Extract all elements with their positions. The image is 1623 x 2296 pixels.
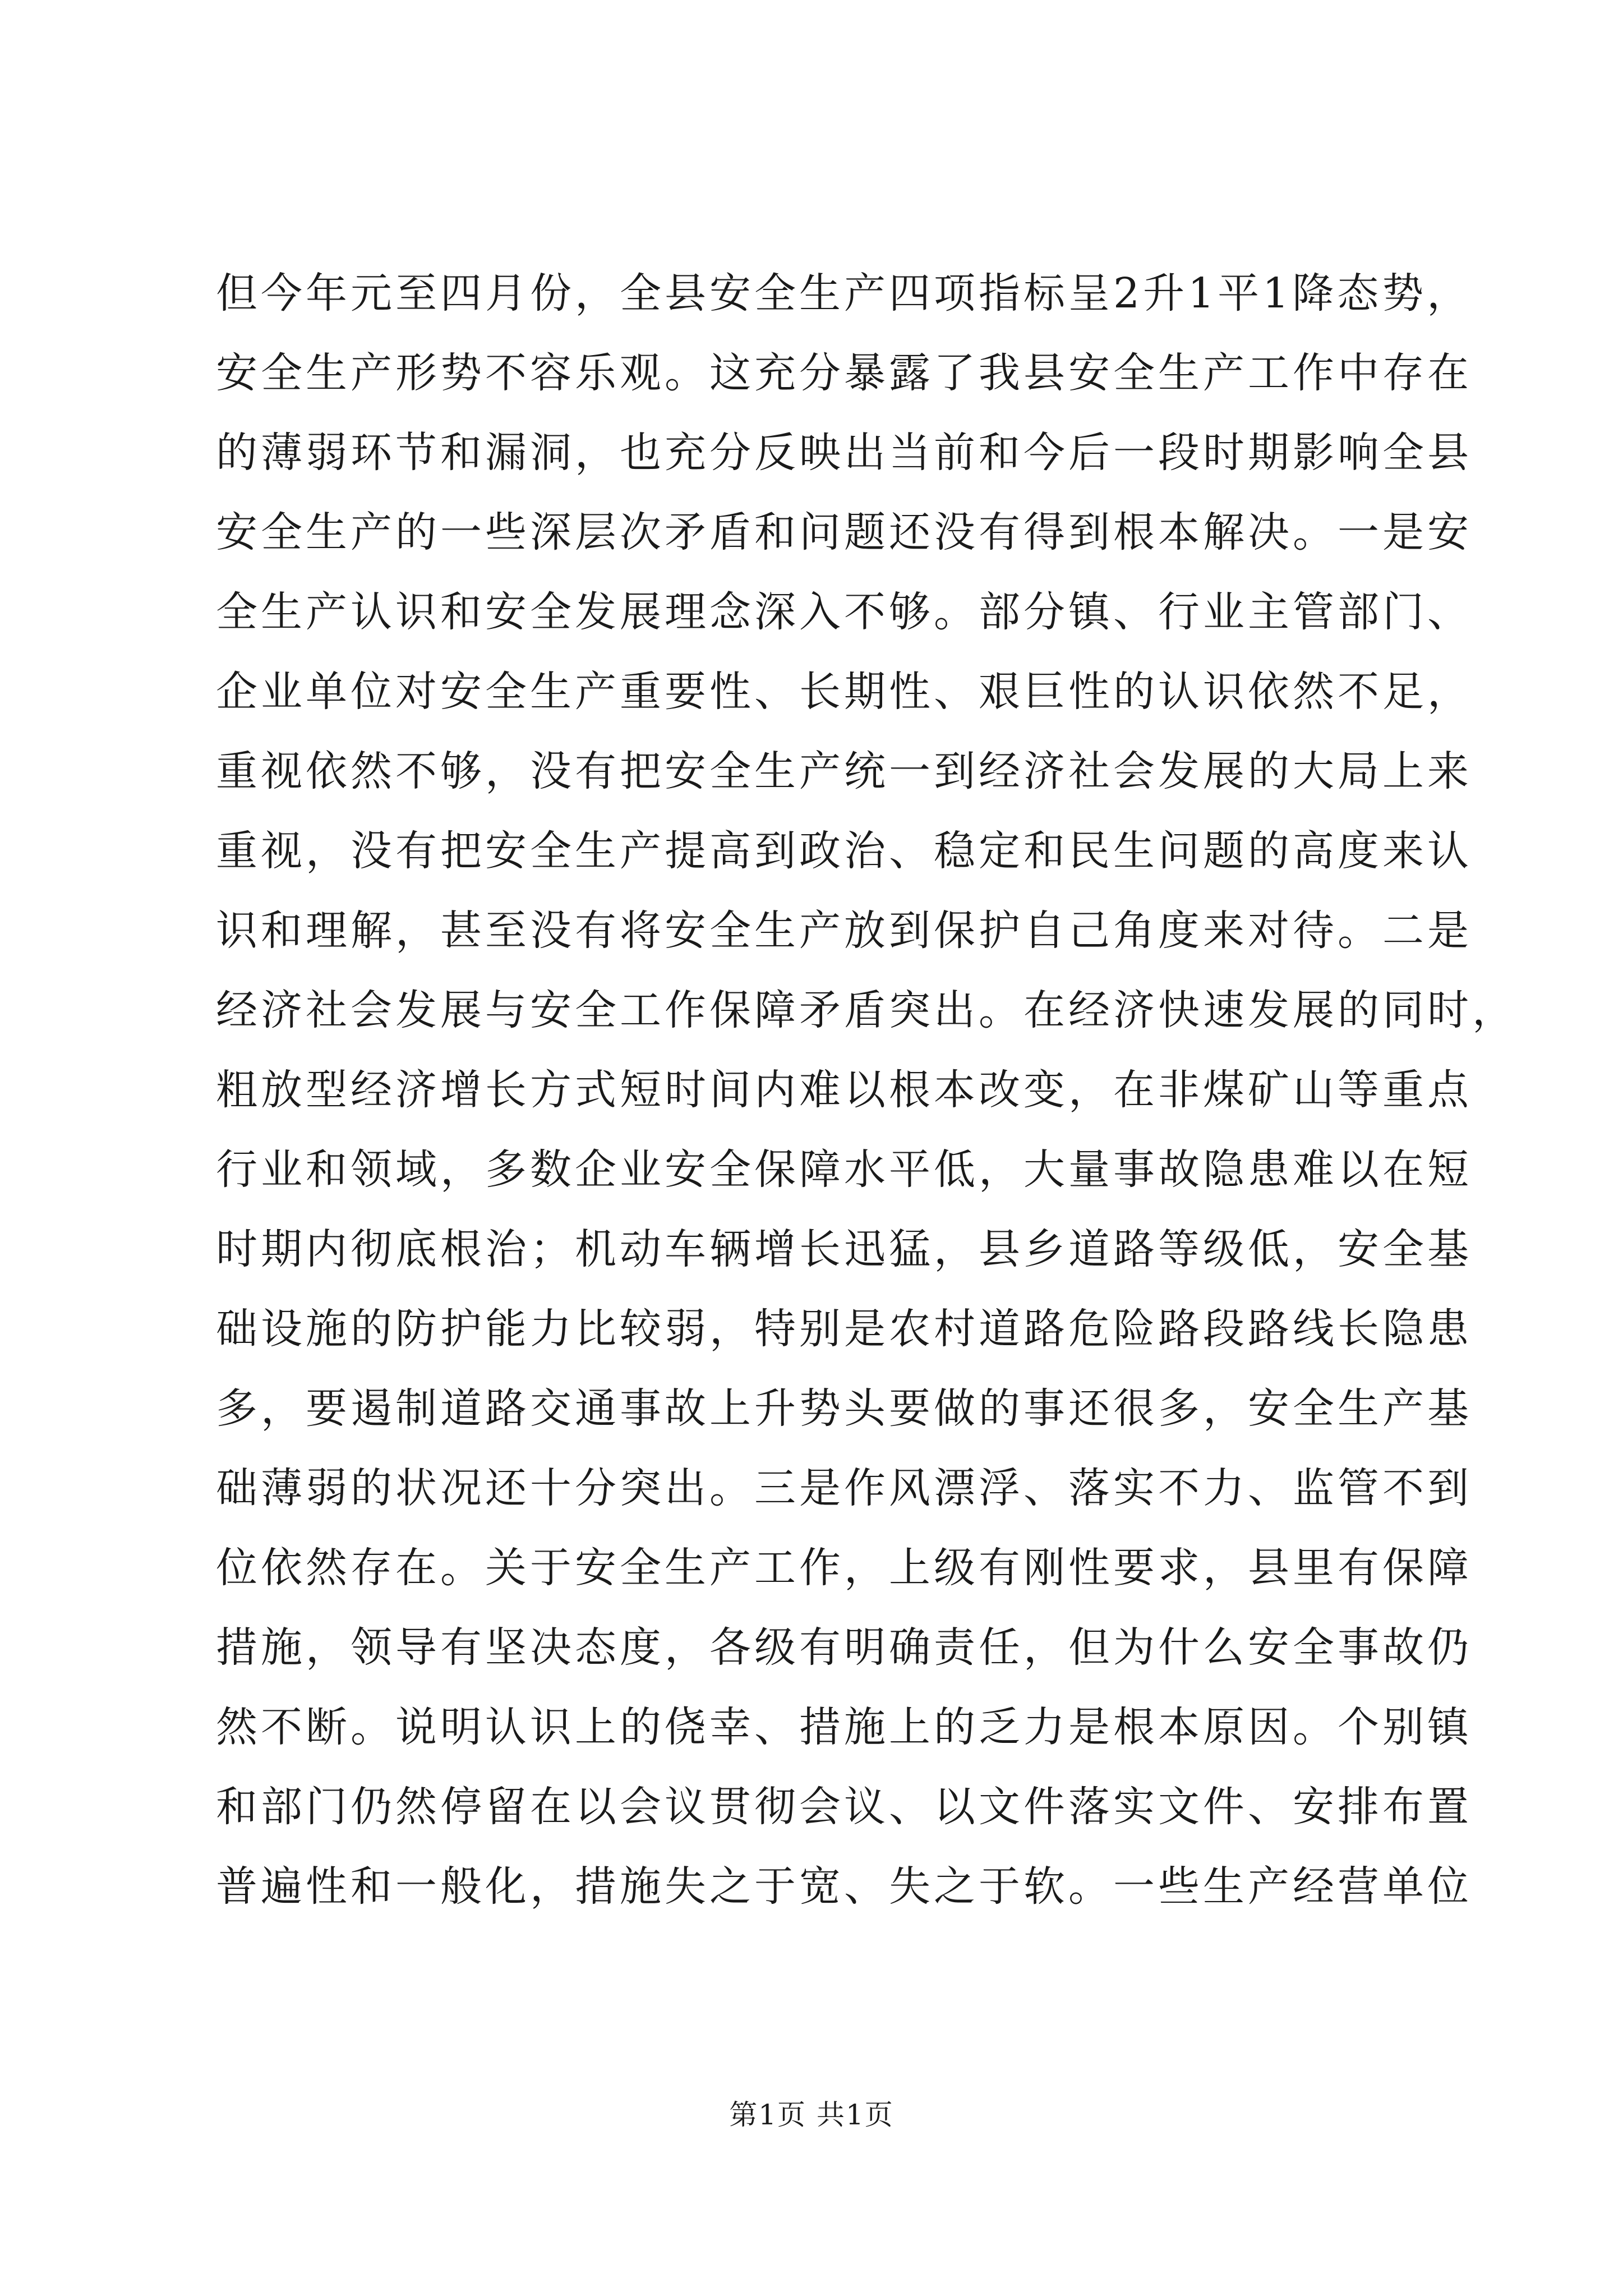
text-line-16: 础薄弱的状况还十分突出。三是作风漂浮、落实不力、监管不到 [216,1464,1472,1512]
text-line-20: 和部门仍然停留在以会议贯彻会议、以文件落实文件、安排布置 [216,1783,1472,1831]
page-footer [0,2095,1623,2134]
text-line-5: 全生产认识和安全发展理念深入不够。部分镇、行业主管部门、 [216,588,1472,636]
text-line-4: 安全生产的一些深层次矛盾和问题还没有得到根本解决。一是安 [216,508,1472,556]
text-line-1: 但今年元至四月份，全县安全生产四项指标呈2升1平1降态势， [216,269,1472,318]
text-line-2: 安全生产形势不容乐观。这充分暴露了我县安全生产工作中存在 [216,349,1472,397]
text-line-14: 础设施的防护能力比较弱，特别是农村道路危险路段路线长隐患 [216,1305,1472,1353]
text-line-9: 识和理解，甚至没有将安全生产放到保护自己角度来对待。二是 [216,907,1472,955]
text-line-15: 多，要遏制道路交通事故上升势头要做的事还很多，安全生产基 [216,1384,1472,1433]
text-line-19: 然不断。说明认识上的侥幸、措施上的乏力是根本原因。个别镇 [216,1703,1472,1751]
text-line-17: 位依然存在。关于安全生产工作，上级有刚性要求，县里有保障 [216,1544,1472,1592]
text-line-7: 重视依然不够，没有把安全生产统一到经济社会发展的大局上来 [216,747,1472,795]
text-line-10: 经济社会发展与安全工作保障矛盾突出。在经济快速发展的同时， [216,986,1517,1034]
text-line-11: 粗放型经济增长方式短时间内难以根本改变，在非煤矿山等重点 [216,1066,1472,1114]
body-text [216,254,1517,1926]
text-line-3: 的薄弱环节和漏洞，也充分反映出当前和今后一段时期影响全县 [216,429,1472,477]
text-line-18: 措施，领导有坚决态度，各级有明确责任，但为什么安全事故仍 [216,1623,1472,1672]
text-line-8: 重视，没有把安全生产提高到政治、稳定和民生问题的高度来认 [216,827,1472,875]
text-line-12: 行业和领域，多数企业安全保障水平低，大量事故隐患难以在短 [216,1145,1472,1194]
text-line-6: 企业单位对安全生产重要性、长期性、艰巨性的认识依然不足， [216,668,1472,716]
text-line-13: 时期内彻底根治；机动车辆增长迅猛，县乡道路等级低，安全基 [216,1225,1472,1273]
text-line-21: 普遍性和一般化，措施失之于宽、失之于软。一些生产经营单位 [216,1862,1472,1911]
page-number-label: 第1页 共1页 [729,2099,894,2131]
